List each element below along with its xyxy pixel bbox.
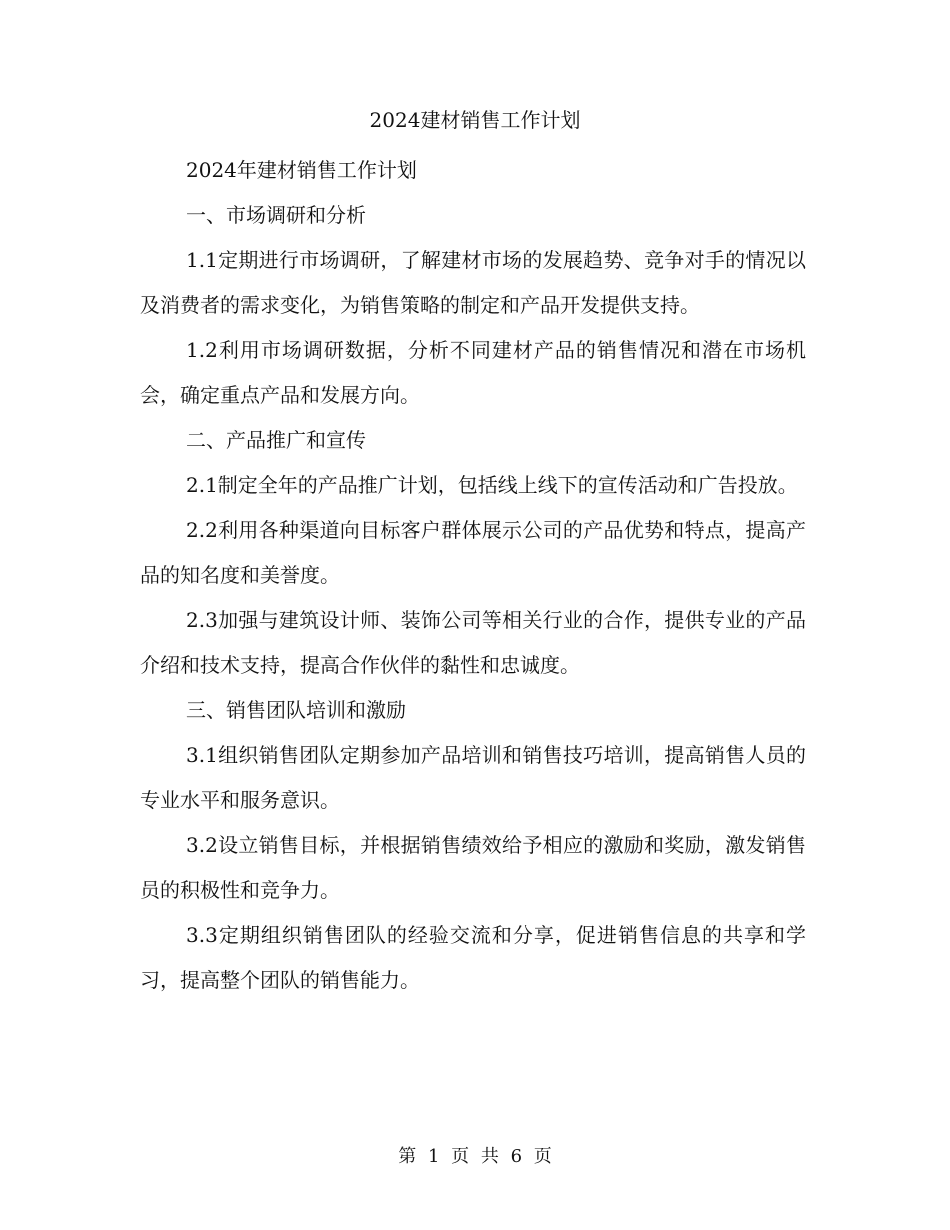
page-footer: 第 1 页 共 6 页: [398, 1146, 552, 1167]
section-heading-2: 二、产品推广和宣传: [186, 428, 366, 452]
paragraph-1-2: 1.2利用市场调研数据，分析不同建材产品的销售情况和潜在市场机会，确定重点产品和发展方向。: [140, 338, 806, 407]
paragraph-2-3: 2.3加强与建筑设计师、装饰公司等相关行业的合作，提供专业的产品介绍和技术支持，提高合作伙伴的黏性和忠诚度。: [140, 608, 806, 677]
paragraph-2-1: 2.1制定全年的产品推广计划，包括线上线下的宣传活动和广告投放。: [186, 473, 798, 497]
document-body: [140, 148, 806, 1003]
document-title: 2024建材销售工作计划: [369, 108, 581, 132]
paragraph-2-2: 2.2利用各种渠道向目标客户群体展示公司的产品优势和特点，提高产品的知名度和美誉度。: [140, 518, 806, 587]
subtitle-paragraph: 2024年建材销售工作计划: [186, 158, 417, 182]
paragraph-1-1: 1.1定期进行市场调研，了解建材市场的发展趋势、竞争对手的情况以及消费者的需求变化，为销售策略的制定和产品开发提供支持。: [140, 248, 806, 317]
section-heading-3: 三、销售团队培训和激励: [186, 698, 406, 722]
paragraph-3-1: 3.1组织销售团队定期参加产品培训和销售技巧培训，提高销售人员的专业水平和服务意识。: [140, 743, 806, 812]
paragraph-3-3: 3.3定期组织销售团队的经验交流和分享，促进销售信息的共享和学习，提高整个团队的销售能力。: [140, 923, 806, 992]
section-heading-1: 一、市场调研和分析: [186, 203, 366, 227]
paragraph-3-2: 3.2设立销售目标，并根据销售绩效给予相应的激励和奖励，激发销售员的积极性和竞争力。: [140, 833, 806, 902]
